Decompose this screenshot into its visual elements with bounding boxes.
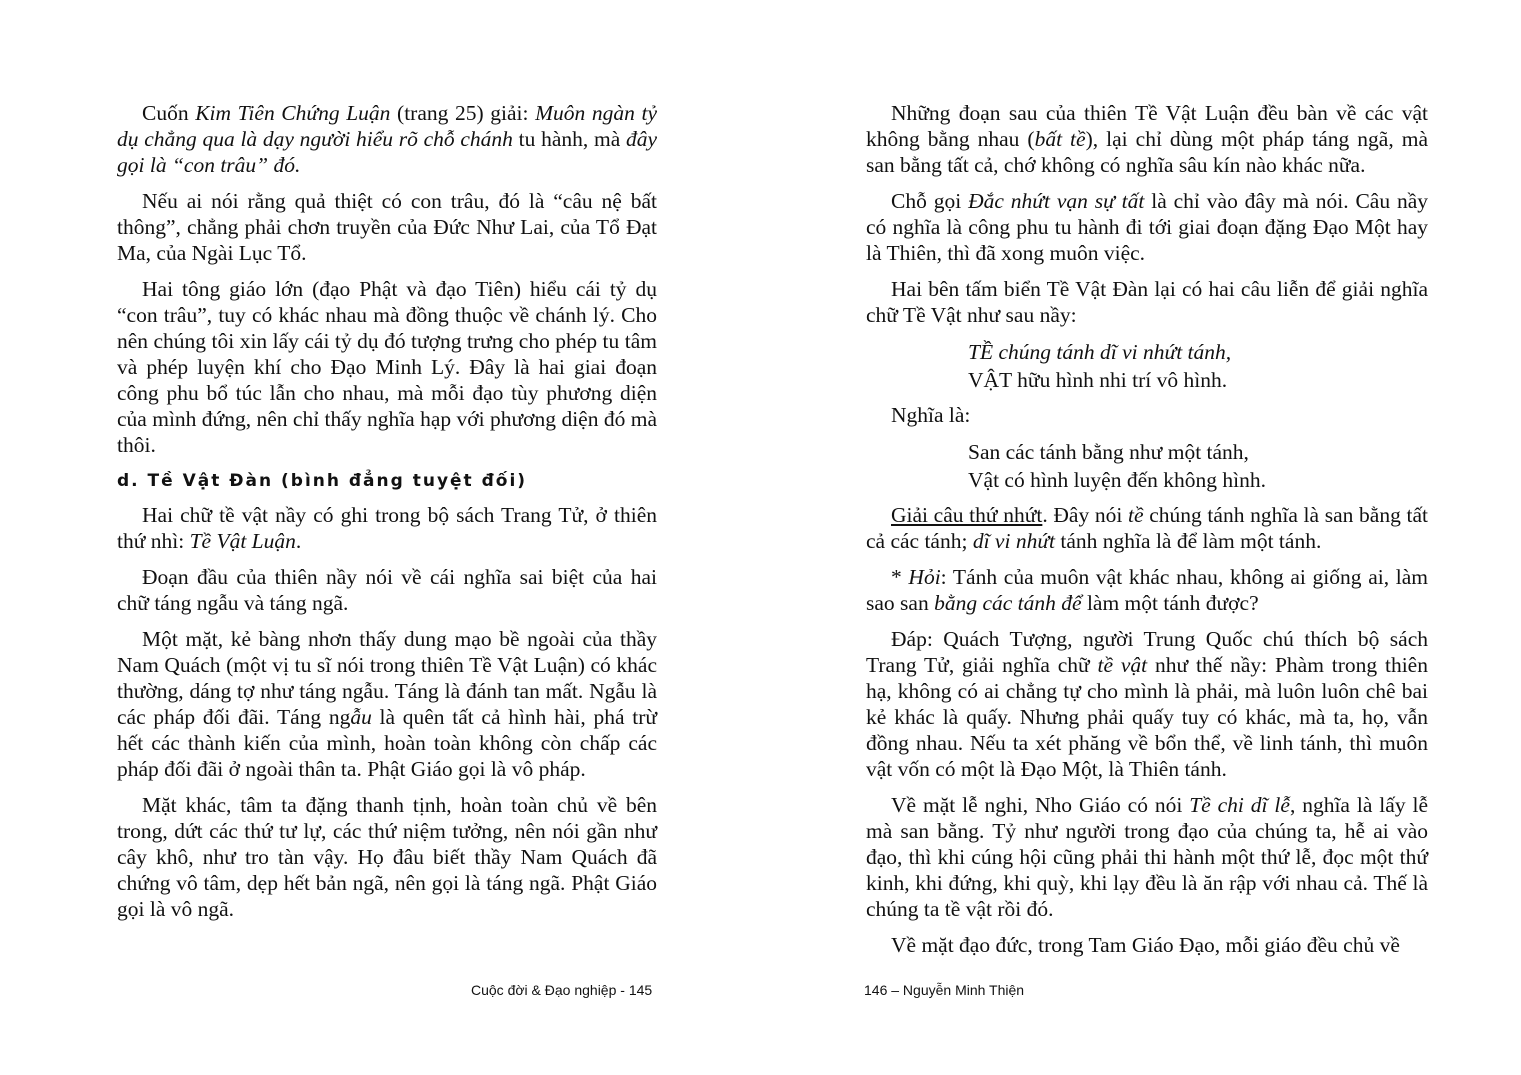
paragraph: Nghĩa là: [891, 403, 971, 427]
paragraph: Hai chữ tề vật nầy có ghi trong bộ sách Trang Tử, ở thiên thứ nhì: Tề Vật Luận. [117, 503, 657, 553]
couplet [968, 338, 1428, 394]
paragraph: Về mặt lễ nghi, Nho Giáo có nói Tề chi dĩ lễ, nghĩa là lấy lễ mà san bằng. Tỷ như người trong đạo của chúng ta, hễ ai vào đạo, thì khi cúng hội cũng phải thi hành một thứ lễ, đọc một thứ kinh, khi đứng, khi quỳ, khi lạy đều là ăn rập với nhau cả. Thế là chúng ta tề vật rồi đó. [866, 793, 1428, 921]
paragraph: Chỗ gọi Đắc nhứt vạn sự tất là chỉ vào đây mà nói. Câu nầy có nghĩa là công phu tu hành đi tới giai đoạn đặng Đạo Một hay là Thiên, thì đã xong muôn việc. [866, 189, 1428, 265]
paragraph: Giải câu thứ nhứt. Đây nói tề chúng tánh nghĩa là san bằng tất cả các tánh; dĩ vi nhứt tánh nghĩa là để làm một tánh. [866, 503, 1428, 553]
paragraph: Mặt khác, tâm ta đặng thanh tịnh, hoàn toàn chủ về bên trong, dứt các thứ tư lự, các thứ niệm tưởng, nên nói gần như cây khô, như tro tàn vậy. Họ đâu biết thầy Nam Quách đã chứng vô tâm, dẹp hết bản ngã, nên gọi là táng ngã. Phật Giáo gọi là vô ngã. [117, 793, 657, 921]
verse-line: San các tánh bằng như một tánh, [968, 440, 1249, 464]
paragraph: Hai bên tấm biển Tề Vật Đàn lại có hai câu liễn để giải nghĩa chữ Tề Vật như sau nầy: [866, 277, 1428, 327]
page-footer-left: Cuộc đời & Đạo nghiệp - 145 [471, 982, 653, 998]
paragraph: Một mặt, kẻ bàng nhơn thấy dung mạo bề ngoài của thầy Nam Quách (một vị tu sĩ nói trong thiên Tề Vật Luận) có khác thường, dáng tợ như táng ngẫu. Táng là đánh tan mất. Ngẫu là các pháp đối đãi. Táng ngẫu là quên tất cả hình hài, phá trừ hết các thành kiến của mình, hoàn toàn không còn chấp các pháp đối đãi ở ngoài thân ta. Phật Giáo gọi là vô pháp. [117, 627, 658, 781]
paragraph: * Hỏi: Tánh của muôn vật khác nhau, không ai giống ai, làm sao san bằng các tánh để làm một tánh được? [866, 565, 1428, 615]
paragraph: Đoạn đầu của thiên nầy nói về cái nghĩa sai biệt của hai chữ táng ngẫu và táng ngã. [117, 565, 657, 615]
verse-line: Vật có hình luyện đến không hình. [968, 468, 1266, 492]
paragraph: Nếu ai nói rằng quả thiệt có con trâu, đó là “câu nệ bất thông”, chẳng phải chơn truyền của Đức Như Lai, của Tổ Đạt Ma, của Ngài Lục Tổ. [117, 189, 657, 265]
left-page [117, 100, 657, 932]
section-heading: d. Tề Vật Đàn (bình đẳng tuyệt đối) [117, 471, 528, 491]
right-page [866, 100, 1428, 968]
verse-line: VẬT hữu hình nhi trí vô hình. [968, 368, 1228, 392]
paragraph: Những đoạn sau của thiên Tề Vật Luận đều bàn về các vật không bằng nhau (bất tề), lại chỉ dùng một pháp táng ngã, mà san bằng tất cả, chớ không có nghĩa sâu kín nào khác nữa. [866, 101, 1428, 177]
paragraph: Cuốn Kim Tiên Chứng Luận (trang 25) giải: Muôn ngàn tỷ dụ chẳng qua là dạy người hiểu rõ chỗ chánh tu hành, mà đây gọi là “con trâu” đó. [117, 101, 657, 177]
paragraph: Đáp: Quách Tượng, người Trung Quốc chú thích bộ sách Trang Tử, giải nghĩa chữ tề vật như thế nầy: Phàm trong thiên hạ, không có ai chẳng tự cho mình là phải, mà luôn luôn chê bai kẻ khác là quấy. Nhưng phải quấy tuy có khác, mà ta, họ, vẫn đồng nhau. Nếu ta xét phăng về bổn thể, về linh tánh, thì muôn vật vốn có một là Đạo Một, là Thiên tánh. [866, 627, 1428, 781]
page-footer-right: 146 – Nguyễn Minh Thiện [864, 982, 1025, 998]
verse-line: TỀ chúng tánh dĩ vi nhứt tánh, [968, 340, 1232, 364]
paragraph: Hai tông giáo lớn (đạo Phật và đạo Tiên) hiểu cái tỷ dụ “con trâu”, tuy có khác nhau mà đồng thuộc về chánh lý. Cho nên chúng tôi xin lấy cái tỷ dụ đó tượng trưng cho phép tu tâm và phép luyện khí cho Đạo Minh Lý. Đây là hai giai đoạn công phu bổ túc lẫn cho nhau, mà mỗi đạo tùy phương diện của mình đứng, nên chỉ thấy nghĩa hạp với phương diện đó mà thôi. [117, 277, 657, 457]
couplet-translation [968, 438, 1428, 494]
paragraph: Về mặt đạo đức, trong Tam Giáo Đạo, mỗi giáo đều chủ về [891, 933, 1400, 957]
